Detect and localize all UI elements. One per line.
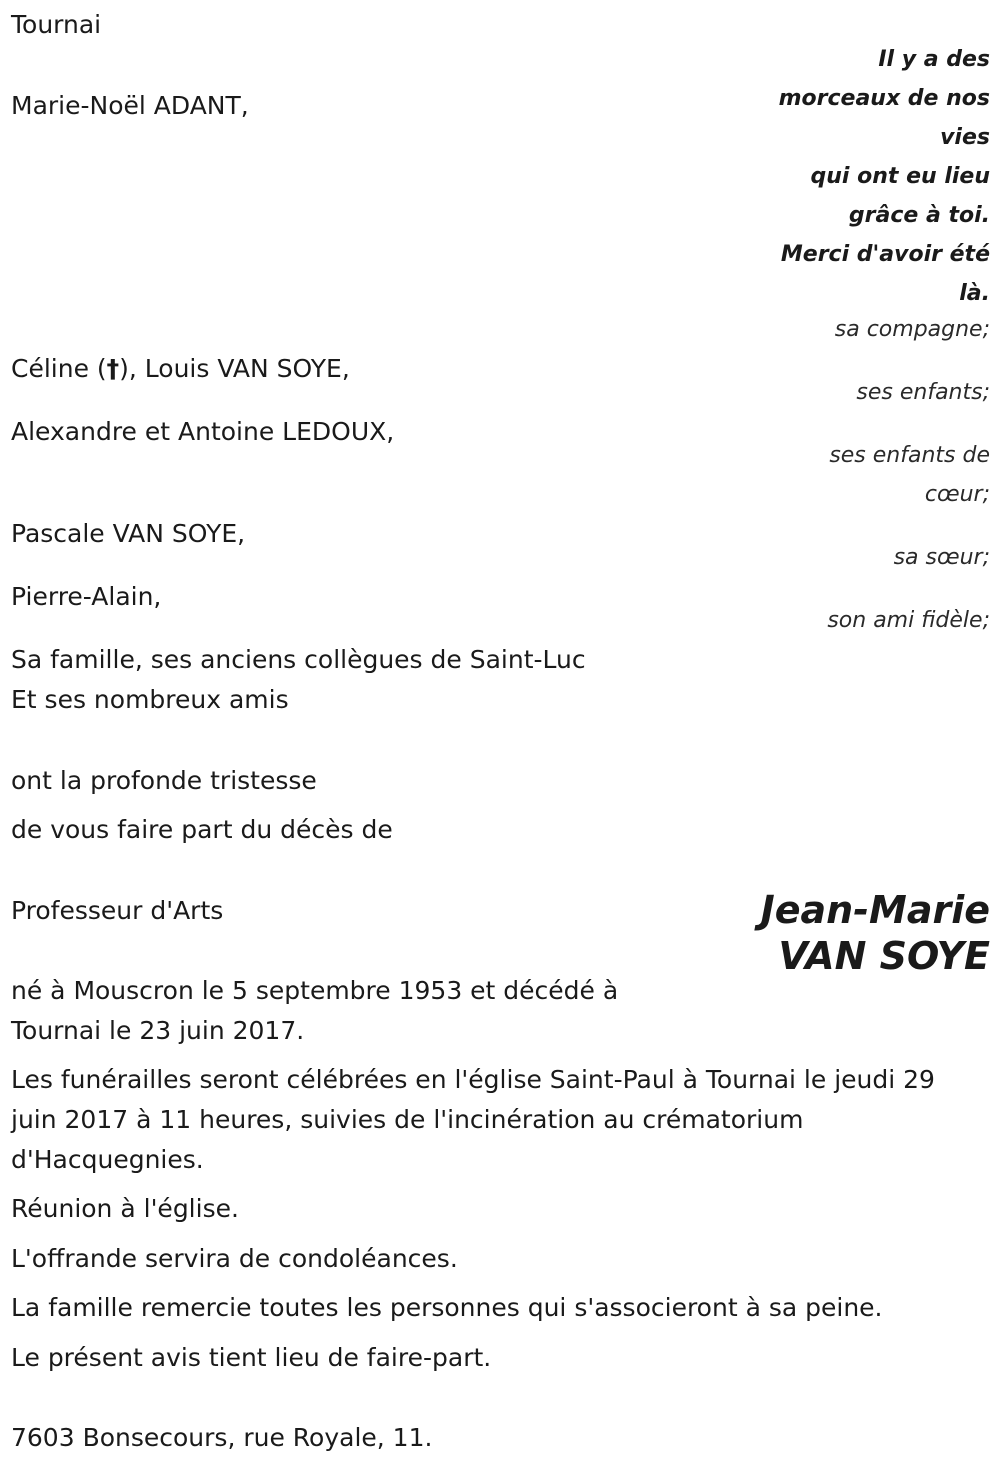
city-label: Tournai bbox=[11, 10, 102, 39]
quote-line: morceaux de nos bbox=[778, 86, 990, 111]
others-line: Et ses nombreux amis bbox=[11, 685, 289, 714]
memorial-quote bbox=[750, 40, 990, 313]
family-member-relation: son ami fidèle; bbox=[827, 608, 990, 633]
thanks-line: La famille remercie toutes les personnes qui s'associeront à sa peine. bbox=[11, 1293, 883, 1322]
family-member-names: Alexandre et Antoine LEDOUX, bbox=[11, 417, 395, 446]
family-member-relation: sa compagne; bbox=[834, 317, 990, 342]
deceased-last-name: VAN SOYE bbox=[778, 934, 990, 978]
cross-icon: † bbox=[106, 354, 120, 383]
family-member-relation: cœur; bbox=[924, 482, 990, 507]
family-member-relation: ses enfants de bbox=[829, 443, 990, 468]
announcement-line: de vous faire part du décès de bbox=[11, 815, 393, 844]
funeral-line: d'Hacquegnies. bbox=[11, 1145, 204, 1174]
family-member-relation: sa sœur; bbox=[893, 545, 990, 570]
family-member-names: Pierre-Alain, bbox=[11, 582, 162, 611]
quote-line: Merci d'avoir été bbox=[780, 242, 990, 267]
quote-line: Il y a des bbox=[878, 47, 990, 72]
deceased-name bbox=[761, 887, 990, 979]
family-member-names: Marie-Noël ADANT, bbox=[11, 91, 249, 120]
quote-line: qui ont eu lieu bbox=[810, 164, 990, 189]
birth-death-line: né à Mouscron le 5 septembre 1953 et décédé à bbox=[11, 976, 619, 1005]
funeral-line: Les funérailles seront célébrées en l'église Saint-Paul à Tournai le jeudi 29 bbox=[11, 1065, 935, 1094]
birth-death-line: Tournai le 23 juin 2017. bbox=[11, 1016, 305, 1045]
others-line: Sa famille, ses anciens collègues de Saint-Luc bbox=[11, 645, 586, 674]
family-member-names: Pascale VAN SOYE, bbox=[11, 519, 246, 548]
deceased-title: Professeur d'Arts bbox=[11, 896, 224, 925]
quote-line: vies bbox=[940, 125, 990, 150]
family-member-names: Céline (†), Louis VAN SOYE, bbox=[11, 354, 350, 383]
offering-line: L'offrande servira de condoléances. bbox=[11, 1244, 458, 1273]
quote-line: grâce à toi. bbox=[848, 203, 990, 228]
quote-line: là. bbox=[959, 281, 990, 306]
deceased-first-name: Jean-Marie bbox=[760, 888, 990, 932]
notice-line: Le présent avis tient lieu de faire-part. bbox=[11, 1343, 492, 1372]
family-member-relation: ses enfants; bbox=[856, 380, 990, 405]
funeral-line: juin 2017 à 11 heures, suivies de l'incinération au crématorium bbox=[11, 1105, 804, 1134]
meeting-line: Réunion à l'église. bbox=[11, 1194, 239, 1223]
address-line: 7603 Bonsecours, rue Royale, 11. bbox=[11, 1423, 433, 1452]
announcement-line: ont la profonde tristesse bbox=[11, 766, 317, 795]
